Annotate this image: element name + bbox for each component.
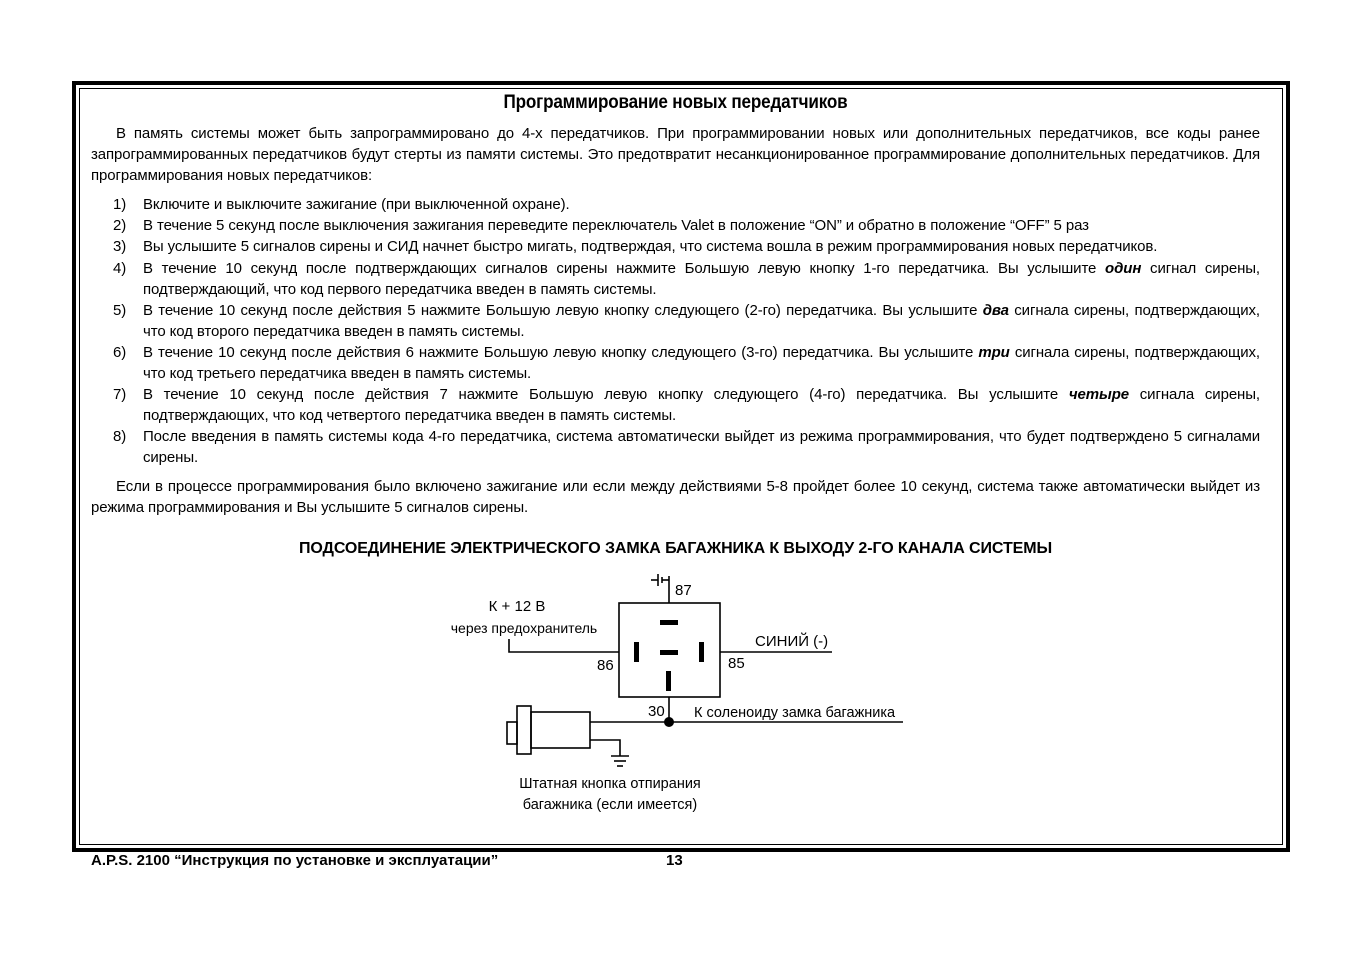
step-text: Включите и выключите зажигание (при выключенной охране). xyxy=(143,196,570,213)
footer-page-number: 13 xyxy=(666,852,683,869)
step-text-continued: сигнала сирены, подтверждающих, что код третьего передатчика введен в память системы. xyxy=(143,344,1260,382)
step-emphasis: три xyxy=(978,344,1010,361)
step-text-continued: сигнал сирены, подтверждающий, что код первого передатчика введен в память системы. xyxy=(143,260,1260,298)
supply-label-line2: через предохранитель xyxy=(450,620,598,636)
step-number: 5) xyxy=(113,302,127,319)
contact-30 xyxy=(666,671,671,691)
footer-doc-title: A.P.S. 2100 “Инструкция по установке и эксплуатации” xyxy=(91,852,499,869)
step-text: В течение 10 секунд после действия 6 нажмите Большую левую кнопку следующего (3-го) передатчика. Вы услышите xyxy=(143,344,979,361)
section-title: Программирование новых передатчиков xyxy=(503,92,848,113)
pin-85-label: 85 xyxy=(728,655,745,672)
step-emphasis: два xyxy=(982,302,1009,319)
step-text: Вы услышите 5 сигналов сирены и СИД начнет быстро мигать, подтверждая, что система вошла в режим программирования новых передатчиков. xyxy=(143,238,1158,255)
step-text-continued: сигнала сирены, подтверждающих, что код четвертого передатчика введен в память системы. xyxy=(143,386,1260,424)
contact-center xyxy=(660,650,678,655)
intro-paragraph: В память системы может быть запрограммировано до 4-х передатчиков. При программировании новых или дополнительных передатчиков, все коды ранее запрограммированных передатчиков будут стерты из памяти системы. Это предотвратит несанкционированное программирование дополнительных передатчиков. Для программирования новых передатчиков: xyxy=(91,125,1260,184)
button-label-line2: багажника (если имеется) xyxy=(522,797,698,813)
diagram-title: ПОДСОЕДИНЕНИЕ ЭЛЕКТРИЧЕСКОГО ЗАМКА БАГАЖНИКА К ВЫХОДУ 2-ГО КАНАЛА СИСТЕМЫ xyxy=(298,540,1053,557)
step-text: В течение 10 секунд после действия 5 нажмите Большую левую кнопку следующего (2-го) передатчика. Вы услышите xyxy=(143,302,983,319)
step-number: 3) xyxy=(113,238,127,255)
blue-wire-label: СИНИЙ (-) xyxy=(755,633,829,650)
contact-86 xyxy=(634,642,639,662)
step-text: В течение 10 секунд после подтверждающих сигналов сирены нажмите Большую левую кнопку 1-го передатчика. Вы услышите xyxy=(143,260,1106,277)
step-text-continued: сигнала сирены, подтверждающих, что код второго передатчика введен в память системы. xyxy=(143,302,1260,340)
contact-87 xyxy=(660,620,678,625)
trunk-button-symbol xyxy=(507,706,629,766)
supply-wire xyxy=(509,639,619,652)
solenoid-label: К соленоиду замка багажника xyxy=(694,705,896,721)
step-number: 2) xyxy=(113,217,127,234)
button-label-line1: Штатная кнопка отпирания xyxy=(519,776,701,792)
step-text: В течение 5 секунд после выключения зажигания переведите переключатель Valet в положение “ON” и обратно в положение “OFF” 5 раз xyxy=(143,217,1089,234)
step-number: 4) xyxy=(113,260,127,277)
step-text: После введения в память системы кода 4-го передатчика, система автоматически выйдет из режима программирования, что будет подтверждено 5 сигналами сирены. xyxy=(143,428,1260,466)
supply-label-line1: К + 12 В xyxy=(488,598,546,615)
pin-87-label: 87 xyxy=(675,582,692,599)
step-number: 7) xyxy=(113,386,127,403)
closing-paragraph: Если в процессе программирования было включено зажигание или если между действиями 5-8 пройдет более 10 секунд, система также автоматически выйдет из режима программирования и Вы услышите 5 сигналов сирены. xyxy=(91,478,1260,516)
step-number: 1) xyxy=(113,196,127,213)
step-emphasis: четыре xyxy=(1068,386,1130,403)
battery-symbol xyxy=(651,574,669,586)
pin-86-label: 86 xyxy=(597,657,614,674)
pin-30-label: 30 xyxy=(648,703,665,720)
step-number: 8) xyxy=(113,428,127,445)
step-number: 6) xyxy=(113,344,127,361)
step-emphasis: один xyxy=(1105,260,1142,277)
step-text: В течение 10 секунд после действия 7 нажмите Большую левую кнопку следующего (4-го) передатчика. Вы услышите xyxy=(143,386,1069,403)
junction-dot xyxy=(664,717,674,727)
contact-85 xyxy=(699,642,704,662)
